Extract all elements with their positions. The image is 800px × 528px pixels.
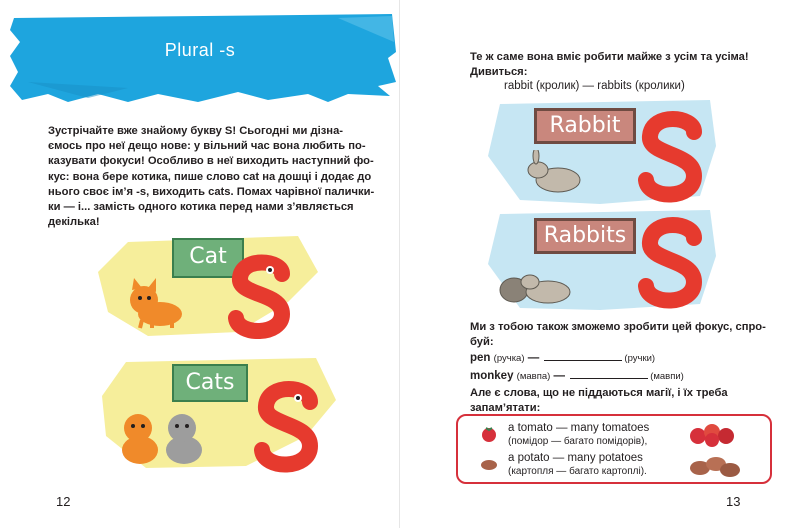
paragraph-line: нього своє ім’я -s, виходить cats. Помах чарівної палички-	[48, 185, 375, 198]
exception-translation: (помідор — багато помідорів),	[508, 436, 648, 447]
exercise-row-pen	[470, 350, 655, 364]
answer-blank[interactable]	[570, 368, 648, 379]
intro-paragraph	[48, 124, 380, 230]
exercise-word: monkey	[470, 370, 514, 382]
exception-phrase: a tomato — many tomatoes	[508, 422, 650, 434]
two-cats-icon	[110, 406, 220, 472]
intro-text	[470, 50, 772, 80]
two-rabbits-icon	[496, 258, 582, 306]
exercise-intro	[470, 320, 772, 350]
chalkboard-rabbit: Rabbit	[534, 108, 636, 144]
page-number: 13	[726, 494, 741, 509]
tomato-icon	[480, 426, 498, 442]
exception-row-potato	[508, 452, 647, 477]
exercise-dash: —	[553, 370, 565, 382]
exercise-row-monkey	[470, 368, 684, 382]
letter-s-icon	[636, 214, 710, 310]
answer-hint: (ручки)	[624, 353, 656, 364]
exercise-intro-line: Ми з тобою також зможемо зробити цей фокус, спро-	[470, 321, 766, 333]
chalkboard-cats: Cats	[172, 364, 248, 402]
chalkboard-rabbits: Rabbits	[534, 218, 636, 254]
page-number: 12	[56, 494, 71, 509]
paragraph-line: ємось про неї дещо нове: у вільний час вона любить по-	[48, 140, 366, 153]
intro-line: Те ж саме вона вміє робити майже з усім та усіма!	[470, 51, 749, 63]
letter-s-icon	[636, 108, 710, 204]
example-heading: rabbit (кролик) — rabbits (кролики)	[504, 80, 685, 92]
potato-icon	[480, 458, 498, 472]
chalkboard-cat: Cat	[172, 238, 244, 278]
intro-line: Дивиться:	[470, 66, 528, 79]
exception-phrase: a potato — many potatoes	[508, 452, 643, 464]
exercise-dash: —	[527, 352, 540, 364]
exercise-intro-line: буй:	[470, 336, 494, 349]
paragraph-line: ки — і... замість одного котика перед нами з’являється	[48, 201, 354, 214]
paragraph-line: кус: вона бере котика, пише слово cat на дошці і додає до	[48, 170, 372, 183]
letter-s-icon	[226, 252, 296, 342]
paragraph-line: Зустрічайте вже знайому букву S! Сьогодні ми дізна-	[48, 125, 344, 137]
tomatoes-icon	[688, 420, 740, 448]
exercise-word: pen	[470, 352, 491, 364]
exercise-translation: (ручка)	[493, 353, 525, 364]
rabbit-icon	[524, 150, 584, 194]
exceptions-intro	[470, 386, 772, 416]
exception-row-tomato	[508, 422, 649, 447]
letter-s-icon	[252, 378, 324, 478]
exercise-translation: (мавпа)	[516, 371, 551, 382]
cat-icon	[122, 276, 192, 336]
exceptions-intro-line: Але є слова, що не піддаються магії, і їх треба	[470, 387, 728, 399]
answer-blank[interactable]	[544, 350, 622, 361]
right-page	[400, 0, 800, 528]
exceptions-frame	[456, 414, 772, 484]
paragraph-line: декілька!	[48, 216, 100, 229]
exception-translation: (картопля — багато картоплі).	[508, 466, 647, 477]
paragraph-line: казувати фокуси! Особливо в неї виходить наступний фо-	[48, 155, 374, 168]
answer-hint: (мавпи)	[650, 371, 684, 382]
exceptions-intro-line: запам’ятати:	[470, 402, 541, 415]
page-title: Plural -s	[164, 40, 236, 60]
potatoes-icon	[688, 452, 744, 480]
